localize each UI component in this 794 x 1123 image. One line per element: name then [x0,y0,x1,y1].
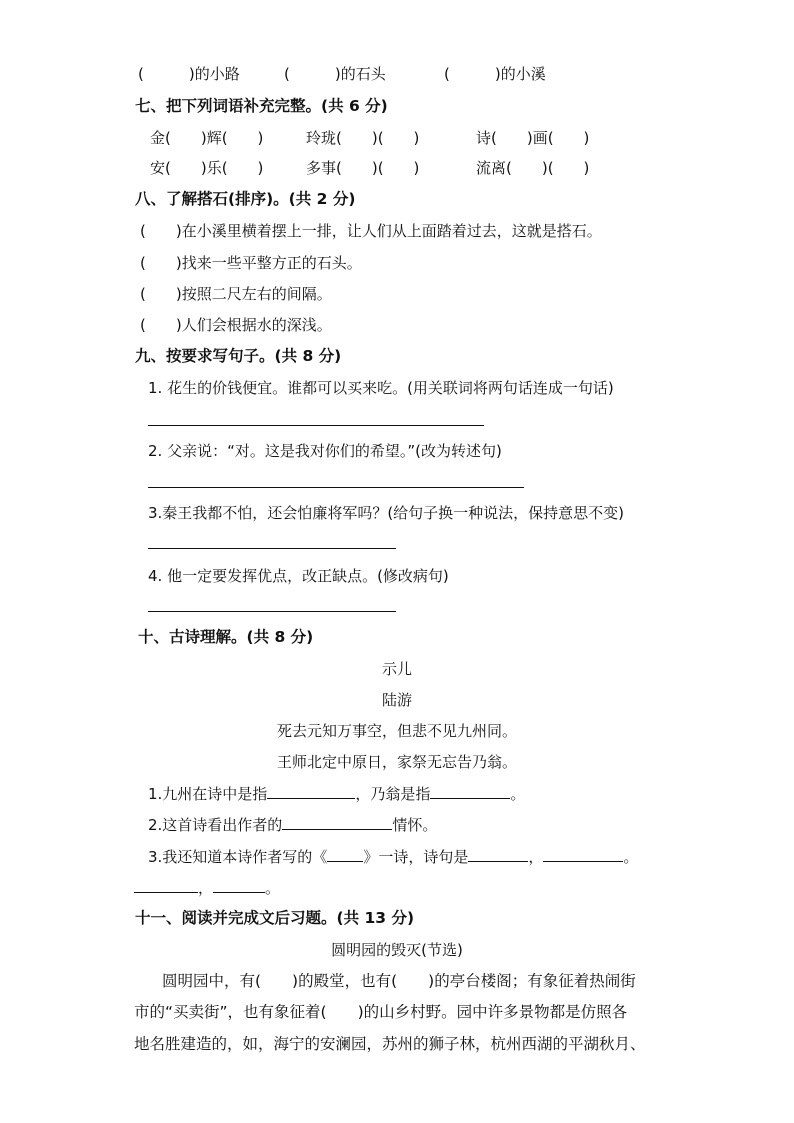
order-item: ( )在小溪里横着摆上一排，让人们从上面踏着过去，这就是搭石。 [140,222,602,240]
section-7-heading: 七、把下列词语补充完整。(共 6 分) [135,97,388,115]
question-1: 1. 花生的价钱便宜。谁都可以买来吃。(用关联词将两句话连成一句话) [148,379,614,397]
section-10-heading: 十、古诗理解。(共 8 分) [138,628,314,646]
passage-paragraph-line: 圆明园中，有( )的殿堂，也有( )的亭台楼阁；有象征着热闹街 [162,972,636,990]
order-item: ( )按照二尺左右的间隔。 [140,285,332,303]
comma: ， [528,848,544,866]
q2-text-a: 2.这首诗看出作者的 [148,816,283,834]
poem-question-2 [148,815,437,835]
fill-blank[interactable] [430,784,510,799]
q1-text-c: 。 [510,785,526,803]
section-8-heading: 八、了解搭石(排序)。(共 2 分) [135,190,356,208]
q3-text-b: 》一诗，诗句是 [363,848,469,866]
poem-title: 示儿 [381,660,412,678]
period: 。 [265,879,281,897]
answer-line [148,425,484,426]
answer-line [148,611,396,612]
q1-text-b: ，乃翁是指 [355,785,431,803]
word-item: 安( )乐( ) [150,159,264,177]
fill-blank[interactable] [282,815,392,830]
poem-author: 陆游 [381,691,412,709]
blank-creek-item: ( )的小溪 [444,65,546,83]
poem-question-3 [148,847,638,867]
question-4: 4. 他一定要发挥优点，改正缺点。(修改病句) [148,567,449,585]
fill-blank[interactable] [213,878,265,893]
poem-question-3-cont [134,878,280,898]
order-item: ( )人们会根据水的深浅。 [140,316,332,334]
word-item: 金( )辉( ) [150,129,264,147]
fill-blank[interactable] [543,847,623,862]
blank-stone-item: ( )的石头 [284,65,386,83]
fill-blank[interactable] [134,878,198,893]
q2-text-b: 情怀。 [392,816,438,834]
answer-line [148,487,524,488]
q3-text-a: 3.我还知道本诗作者写的《 [148,848,328,866]
question-2: 2. 父亲说：“对。这是我对你们的希望。”(改为转述句) [148,442,502,460]
answer-line [148,548,396,549]
poem-line: 死去元知万事空，但悲不见九州同。 [276,722,517,740]
blank-path-item: ( )的小路 [138,65,240,83]
passage-paragraph-line: 市的“买卖街”，也有象征着( )的山乡村野。园中许多景物都是仿照各 [134,1003,628,1021]
question-3: 3.秦王我都不怕，还会怕廉将军吗？(给句子换一种说法，保持意思不变) [148,504,625,522]
comma: ， [198,879,214,897]
period: 。 [623,848,639,866]
word-item: 流离( )( ) [476,159,590,177]
passage-paragraph-line: 地名胜建造的，如，海宁的安澜园，苏州的狮子林，杭州西湖的平湖秋月、 [134,1035,646,1053]
passage-title: 圆明园的毁灭(节选) [331,941,463,959]
poem-question-1 [148,784,525,804]
section-9-heading: 九、按要求写句子。(共 8 分) [135,347,342,365]
order-item: ( )找来一些平整方正的石头。 [140,254,362,272]
word-item: 玲珑( )( ) [306,129,420,147]
fill-blank[interactable] [267,784,355,799]
fill-blank[interactable] [327,847,363,862]
word-item: 多事( )( ) [306,159,420,177]
word-item: 诗( )画( ) [476,129,590,147]
section-11-heading: 十一、阅读并完成文后习题。(共 13 分) [135,909,415,927]
poem-line: 王师北定中原日，家祭无忘告乃翁。 [276,753,517,771]
fill-blank[interactable] [468,847,528,862]
q1-text-a: 1.九州在诗中是指 [148,785,268,803]
